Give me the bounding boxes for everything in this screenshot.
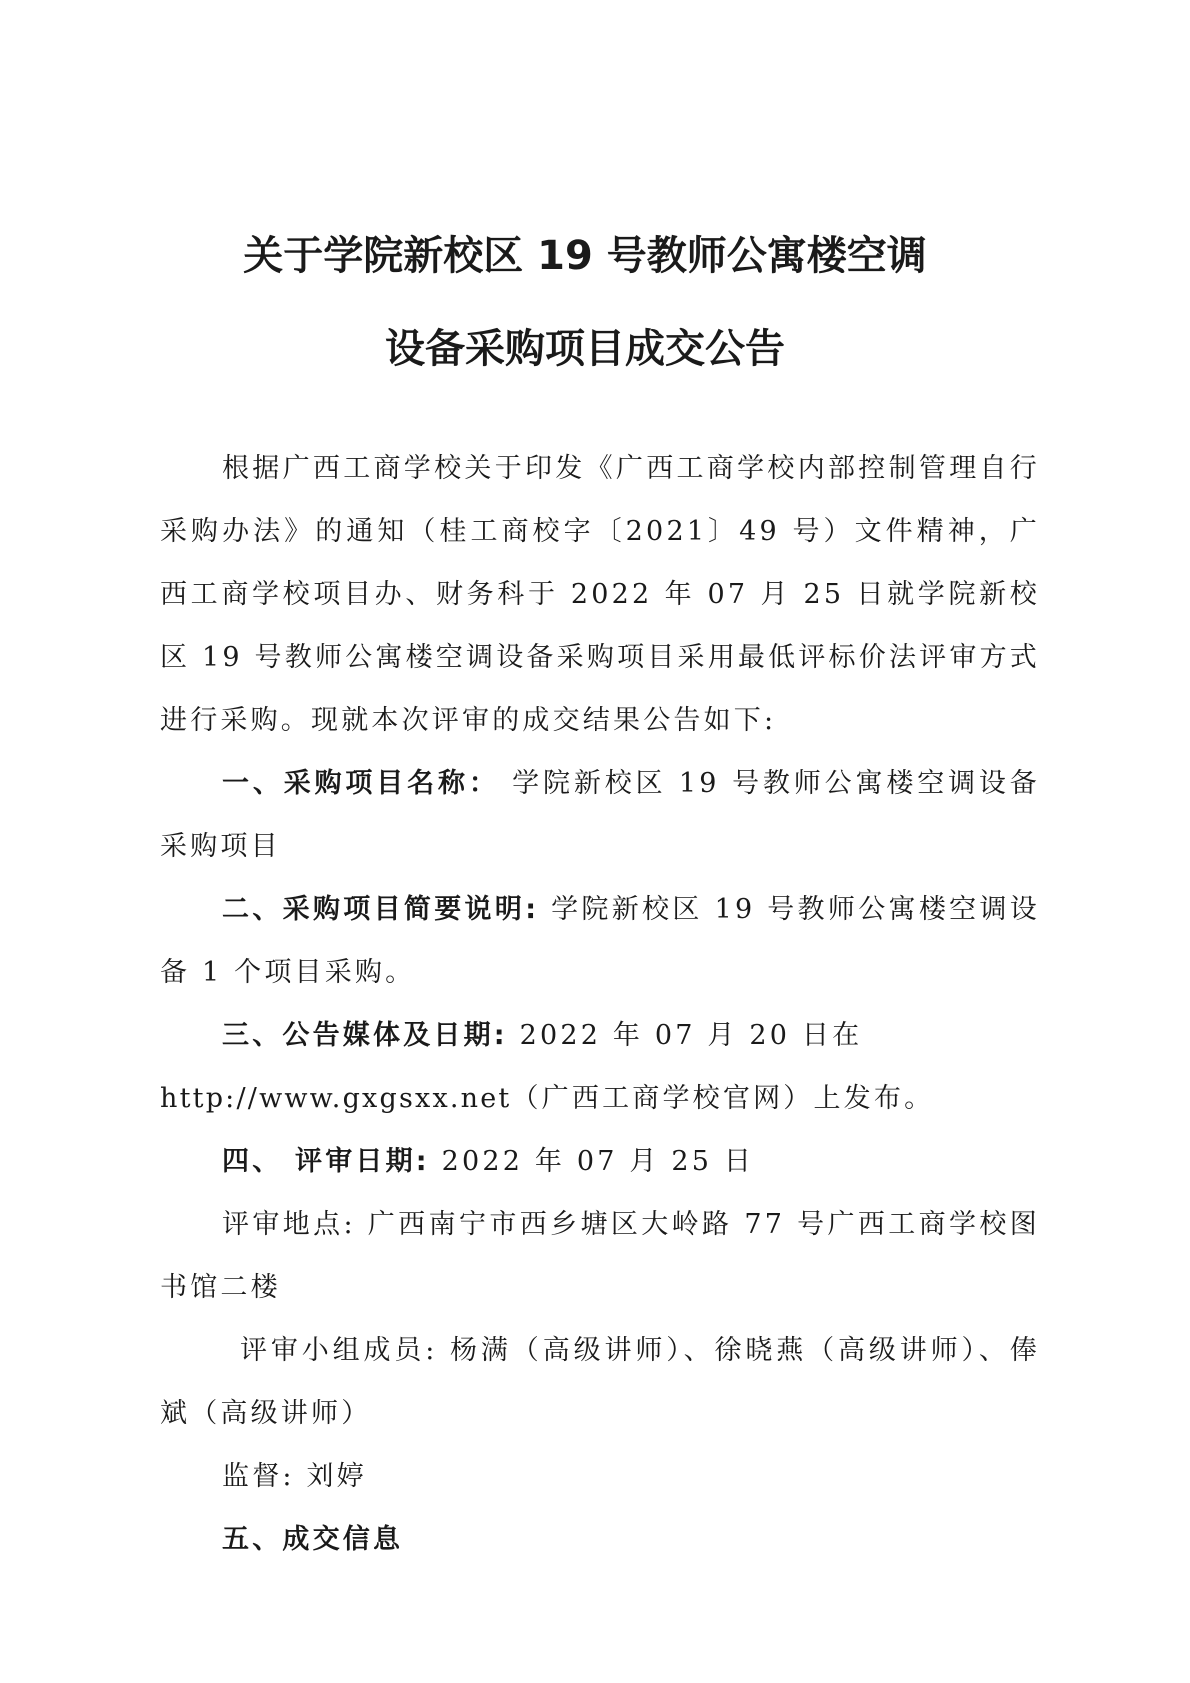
section-procurement-name xyxy=(160,752,1040,878)
section-review-date xyxy=(160,1130,1040,1193)
section-announcement-media xyxy=(160,1004,1040,1067)
section-announcement-url-line xyxy=(160,1067,1040,1130)
review-panel-members: 评审小组成员: 杨满（高级讲师）、徐晓燕（高级讲师）、俸斌（高级讲师） xyxy=(160,1335,1040,1429)
section-procurement-summary-value: 学院新校区 19 号教师公寓楼空调设备 1 个项目采购。 xyxy=(160,894,1040,988)
section-review-date-label: 四、 评审日期: xyxy=(222,1146,430,1177)
section-procurement-summary xyxy=(160,878,1040,1004)
section-announcement-media-value: 2022 年 07 月 20 日在 xyxy=(507,1020,863,1051)
document-body xyxy=(160,437,1040,1571)
section-deal-info xyxy=(160,1508,1040,1571)
section-procurement-summary-label: 二、采购项目简要说明: xyxy=(222,894,540,925)
supervisor: 监督: 刘婷 xyxy=(222,1461,367,1492)
section-deal-info-label: 五、成交信息 xyxy=(222,1524,404,1555)
document-title-line-2: 设备采购项目成交公告 xyxy=(385,326,785,372)
website-link[interactable]: http://www.gxgsxx.net xyxy=(160,1083,512,1114)
intro-paragraph: 根据广西工商学校关于印发《广西工商学校内部控制管理自行采购办法》的通知（桂工商校字〔2021〕49 号）文件精神，广西工商学校项目办、财务科于 2022 年 07 月 25 日就学院新校区 19 号教师公寓楼空调设备采购项目采用最低评标价法评审方式进行采购。现就本次评审的成交结果公告如下: xyxy=(160,453,1040,736)
section-announcement-media-label: 三、公告媒体及日期: xyxy=(222,1020,508,1051)
review-venue: 评审地点: 广西南宁市西乡塘区大岭路 77 号广西工商学校图书馆二楼 xyxy=(160,1209,1040,1303)
section-review-date-value: 2022 年 07 月 25 日 xyxy=(429,1146,755,1177)
section-procurement-name-value: 学院新校区 19 号教师公寓楼空调设备采购项目 xyxy=(160,768,1040,862)
section-announcement-url-suffix: （广西工商学校官网）上发布。 xyxy=(511,1083,935,1114)
section-procurement-name-label: 一、采购项目名称： xyxy=(222,768,500,799)
document-title-line-1: 关于学院新校区 19 号教师公寓楼空调 xyxy=(243,233,927,279)
